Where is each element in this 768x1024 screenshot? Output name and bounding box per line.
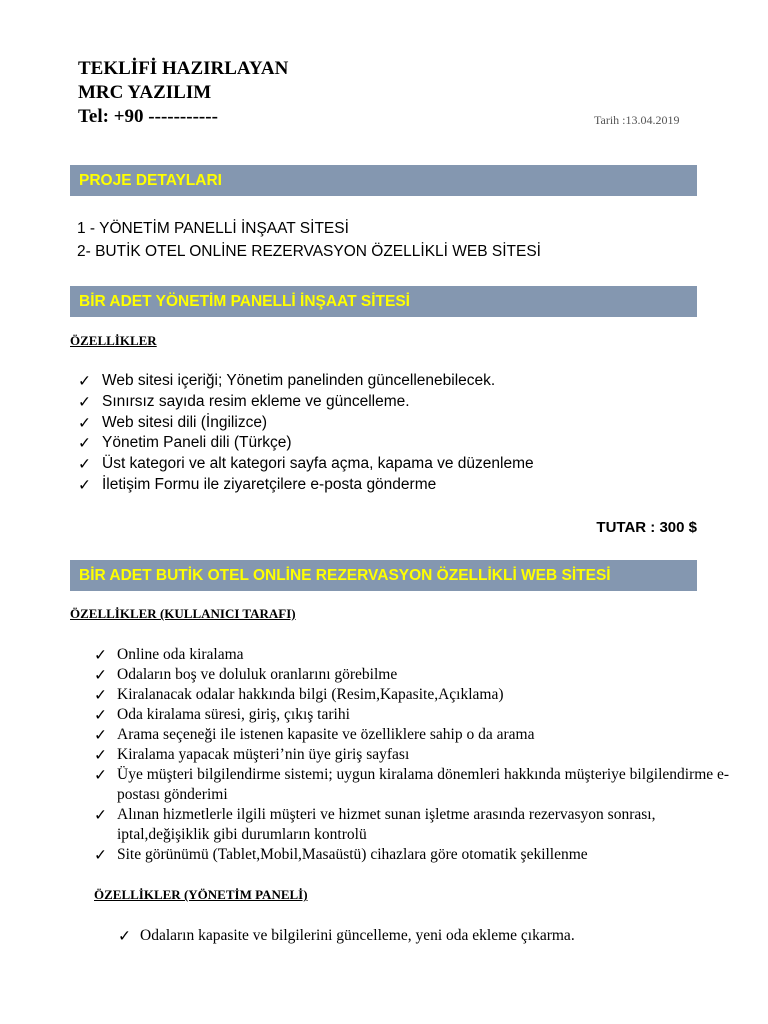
check-icon: ✓: [78, 413, 91, 432]
check-icon: ✓: [78, 434, 91, 453]
check-icon: ✓: [94, 726, 107, 744]
project-details-title: PROJE DETAYLARI: [79, 172, 222, 189]
author-heading: TEKLİFİ HAZIRLAYAN: [78, 58, 289, 79]
date-label: Tarih :13.04.2019: [594, 113, 680, 127]
list-item: ✓ Yönetim Paneli dili (Türkçe): [78, 434, 292, 453]
hotel-site-banner: [70, 560, 697, 591]
project-item-2: 2- BUTİK OTEL ONLİNE REZERVASYON ÖZELLİKLİ WEB SİTESİ: [77, 243, 541, 260]
list-item: ✓ Kiralanacak odalar hakkında bilgi (Resim,Kapasite,Açıklama): [94, 686, 504, 704]
construction-feature-list: [78, 371, 534, 496]
total-price: TUTAR : 300 $: [596, 519, 697, 536]
project-item-1: 1 - YÖNETİM PANELLİ İNŞAAT SİTESİ: [77, 220, 349, 237]
list-item: ✓ Alınan hizmetlerle ilgili müşteri ve hizmet sunan işletme arasında rezervasyon sonrası, iptal,değişiklik gibi durumların kontrolü: [94, 806, 656, 843]
check-icon: ✓: [94, 706, 107, 724]
check-icon: ✓: [78, 392, 91, 411]
check-icon: ✓: [94, 766, 107, 784]
list-item: ✓ Sınırsız sayıda resim ekleme ve güncelleme.: [78, 392, 410, 411]
list-item: ✓ Kiralama yapacak müşteri’nin üye giriş sayfası: [94, 746, 410, 764]
user-feature-list: [94, 645, 734, 865]
list-item: ✓ Arama seçeneği ile istenen kapasite ve özelliklere sahip o da arama: [94, 726, 535, 744]
admin-feature-list: [118, 926, 738, 946]
list-item: ✓ Web sitesi dili (İngilizce): [78, 413, 268, 432]
list-item: ✓ Online oda kiralama: [94, 646, 244, 664]
check-icon: ✓: [94, 646, 107, 664]
list-item: ✓ Üst kategori ve alt kategori sayfa açma, kapama ve düzenleme: [78, 455, 534, 474]
construction-site-title: BİR ADET YÖNETİM PANELLİ İNŞAAT SİTESİ: [79, 293, 410, 310]
check-icon: ✓: [94, 846, 107, 864]
hotel-site-title: BİR ADET BUTİK OTEL ONLİNE REZERVASYON ÖZELLİKLİ WEB SİTESİ: [79, 567, 611, 584]
list-item: ✓ Site görünümü (Tablet,Mobil,Masaüstü) cihazlara göre otomatik şekillenme: [94, 846, 588, 864]
list-item: ✓ Odaların boş ve doluluk oranlarını görebilme: [94, 666, 398, 684]
check-icon: ✓: [118, 927, 131, 945]
check-icon: ✓: [94, 746, 107, 764]
check-icon: ✓: [94, 686, 107, 704]
list-item: ✓ İletişim Formu ile ziyaretçilere e-posta gönderme: [78, 475, 437, 494]
user-features-heading: ÖZELLİKLER (KULLANICI TARAFI): [70, 606, 296, 621]
check-icon: ✓: [78, 372, 91, 390]
list-item: ✓ Üye müşteri bilgilendirme sistemi; uygun kiralama dönemleri hakkında müşteriye bilgilendirme e-postası gönderimi: [94, 766, 730, 803]
check-icon: ✓: [94, 666, 107, 684]
check-icon: ✓: [94, 806, 107, 824]
phone-line: Tel: +90 -----------: [78, 106, 218, 127]
construction-site-banner: [70, 286, 697, 317]
features-heading: ÖZELLİKLER: [70, 333, 157, 348]
list-item: ✓ Web sitesi içeriği; Yönetim panelinden güncellenebilecek.: [78, 372, 496, 390]
check-icon: ✓: [78, 455, 91, 474]
list-item: ✓ Odaların kapasite ve bilgilerini güncelleme, yeni oda ekleme çıkarma.: [118, 927, 575, 945]
check-icon: ✓: [78, 475, 91, 494]
admin-features-heading: ÖZELLİKLER (YÖNETİM PANELİ): [94, 887, 308, 902]
company-name: MRC YAZILIM: [78, 82, 212, 103]
list-item: ✓ Oda kiralama süresi, giriş, çıkış tarihi: [94, 706, 350, 724]
project-details-banner: [70, 165, 697, 196]
